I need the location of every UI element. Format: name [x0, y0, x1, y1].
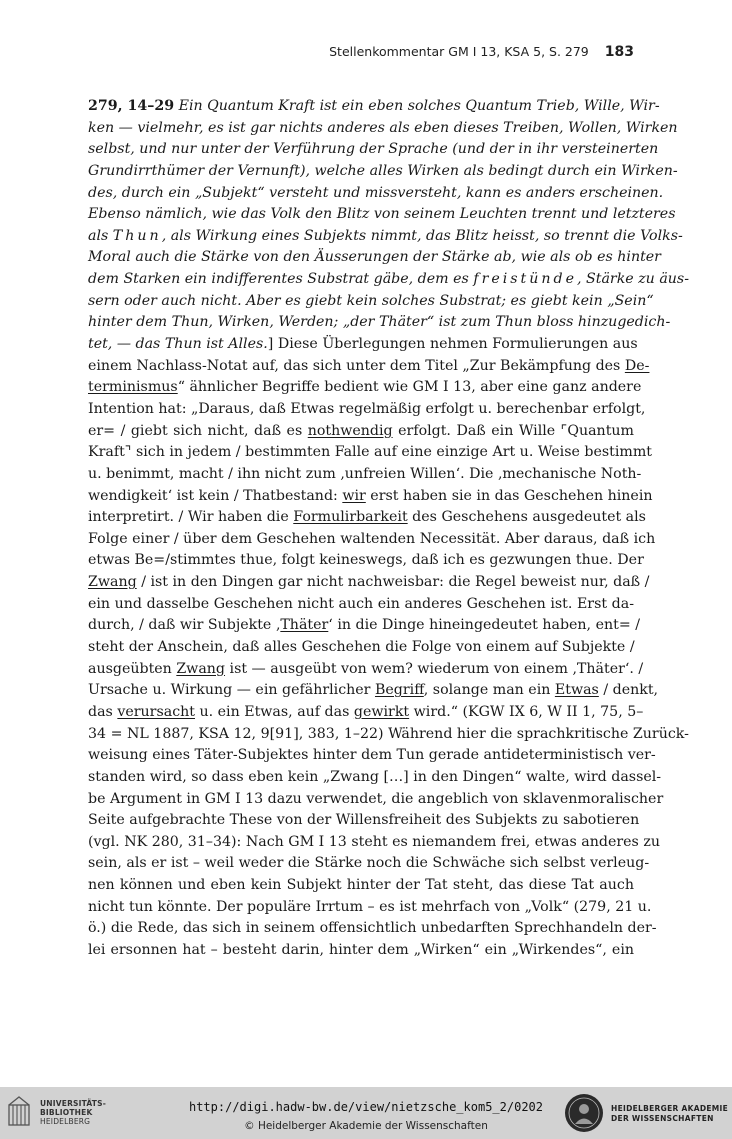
text-run: Folge einer / über dem Geschehen waltenden Necessität. Aber daraus, daß ich [88, 530, 656, 547]
running-header [88, 44, 634, 60]
text-run: erst haben sie in das Geschehen hinein [365, 487, 653, 504]
text-run: Begriff [374, 682, 424, 699]
text-line [88, 204, 676, 226]
text-run: , solange man ein [423, 682, 555, 699]
text-line [88, 897, 652, 919]
text-line [88, 853, 650, 875]
page-number: 183 [604, 44, 634, 60]
text-run: (vgl. NK 280, 31–34): Nach GM I 13 steht es niemandem frei, etwas anderes zu [88, 833, 660, 850]
text-line [88, 226, 683, 248]
text-run: wird.“ (KGW IX 6, W II 1, 75, 5– [409, 703, 644, 720]
academy-seal-icon [564, 1093, 604, 1133]
text-line [88, 572, 650, 594]
text-line [88, 810, 640, 832]
text-run: Ein Quantum Kraft ist ein eben solches Quantum Trieb, Wille, Wir- [174, 98, 660, 114]
text-run: Ebenso nämlich, wie das Volk den Blitz von seinem Leuchten trennt und letzteres [88, 206, 676, 223]
text-run: steht der Anschein, daß alles Geschehen die Folge von einem auf Subjekte / [88, 639, 635, 656]
text-line [88, 312, 671, 334]
text-line [88, 507, 646, 529]
text-line [88, 291, 654, 313]
text-line [88, 269, 689, 291]
text-run: 34 = NL 1887, KSA 12, 9[91], 383, 1–22) Während hier die sprachkritische Zurück- [88, 725, 689, 742]
text-line [88, 486, 653, 508]
text-run: das [88, 703, 118, 720]
text-run: “ ähnlicher Begriffe bedient wie GM I 13, aber eine ganz andere [177, 379, 642, 396]
text-run: / ist in den Dingen gar nicht nachweisbar: die Regel beweist nur, daß / [136, 574, 650, 591]
text-run: Etwas [554, 682, 599, 699]
text-line [88, 377, 642, 399]
library-line-3: HEIDELBERG [40, 1117, 91, 1126]
text-run: ein und dasselbe Geschehen nicht auch ein anderes Geschehen ist. Erst da- [88, 595, 634, 612]
academy-line-2: DER WISSENSCHAFTEN [611, 1114, 714, 1123]
text-run: , als Wirkung eines Subjekts nimmt, das Blitz heisst, so trennt die Volks- [161, 227, 683, 244]
text-run: standen wird, so dass eben kein „Zwang […] in den Dingen“ walte, wird dassel- [88, 768, 662, 785]
text-run: Formulirbarkeit [293, 509, 408, 526]
source-url[interactable]: http://digi.hadw-bw.de/view/nietzsche_kom5_2/0202 [188, 1100, 543, 1114]
text-run: Kraft⌝ sich in jedem / bestimmten Falle auf eine einzige Art u. Weise bestimmt [88, 444, 652, 461]
text-line [88, 680, 659, 702]
text-run: ] Diese Überlegungen nehmen Formulierungen aus [267, 336, 638, 353]
text-run: ö.) die Rede, das sich in seinem offensichtlich unbedarften Sprechhandeln der- [88, 920, 657, 937]
text-run: freistünde [473, 271, 578, 288]
text-run: erfolgt. Daß ein Wille ⌜Quantum [392, 422, 634, 439]
text-line [88, 745, 656, 767]
copyright-notice: © Heidelberger Akademie der Wissenschaften [244, 1120, 488, 1132]
text-run: tet, — das Thun ist Alles. [88, 336, 268, 353]
text-run: sein, als er ist – weil weder die Stärke noch die Schwäche sich selbst verleug- [88, 855, 650, 872]
text-run: terminismus [88, 379, 178, 396]
text-run: durch, / daß wir Subjekte ‚ [88, 617, 281, 634]
library-line-2: BIBLIOTHEK [40, 1108, 93, 1117]
running-title: Stellenkommentar GM I 13, KSA 5, S. 279 [329, 44, 589, 59]
text-run: , Stärke zu äus- [577, 271, 689, 288]
text-line [88, 940, 634, 962]
text-run: dem Starken ein indifferentes Substrat gäbe, dem es [88, 271, 474, 288]
text-run: selbst, und nur unter der Verführung der Sprache (und der in ihr versteinerten [88, 141, 659, 158]
text-run: ken — vielmehr, es ist gar nichts anderes als eben dieses Treiben, Wollen, Wirken [88, 119, 678, 136]
text-run: be Argument in GM I 13 dazu verwendet, die angeblich von sklavenmoralischer [88, 790, 664, 807]
text-line [88, 832, 660, 854]
text-line [88, 421, 634, 443]
text-line [88, 399, 646, 421]
text-run: Grundirrthümer der Vernunft), welche alles Wirken als bedingt durch ein Wirken- [88, 162, 678, 179]
text-run: nen können und eben kein Subjekt hinter der Tat steht, das diese Tat auch [88, 877, 634, 894]
footer-bar [0, 1087, 732, 1139]
text-run: nothwendig [307, 422, 393, 439]
commentary-text [88, 96, 689, 962]
text-line [88, 96, 660, 118]
text-run: gewirkt [353, 703, 410, 720]
text-run: ist — ausgeübt von wem? wiederum von einem ‚Thäter‘. / [225, 660, 644, 677]
academy-line-1: HEIDELBERGER AKADEMIE [611, 1104, 729, 1113]
text-run: wir [342, 487, 366, 504]
text-run: verursacht [117, 703, 195, 720]
text-run: / denkt, [598, 682, 659, 699]
text-line [88, 247, 661, 269]
text-run: Zwang [176, 660, 226, 677]
text-run: lei ersonnen hat – besteht darin, hinter dem „Wirken“ ein „Wirkendes“, ein [88, 941, 634, 958]
text-line [88, 659, 644, 681]
text-run: er= / giebt sich nicht, daß es [88, 422, 308, 439]
text-line [88, 529, 656, 551]
text-line [88, 918, 657, 940]
text-run: interpretirt. / Wir haben die [88, 509, 294, 526]
text-run: De- [624, 357, 650, 374]
text-run: nicht tun könnte. Der populäre Irrtum – es ist mehrfach von „Volk“ (279, 21 u. [88, 898, 652, 915]
text-line [88, 702, 644, 724]
text-run: u. benimmt, macht / ihn nicht zum ‚unfreien Willen‘. Die ‚mechanische Noth- [88, 465, 642, 482]
text-run: u. ein Etwas, auf das [194, 703, 354, 720]
text-run: des Geschehens ausgedeutet als [407, 509, 646, 526]
text-run: Zwang [88, 574, 137, 591]
text-run: hinter dem Thun, Wirken, Werden; „der Thäter“ ist zum Thun bloss hinzugedich- [88, 314, 671, 331]
text-run: Thun [112, 227, 162, 244]
text-run: ‘ in die Dinge hineingedeutet haben, ent= / [328, 617, 640, 634]
text-run: 279, 14–29 [88, 98, 175, 114]
text-run: ausgeübten [88, 660, 177, 677]
text-line [88, 161, 678, 183]
text-run: weisung eines Täter-Subjektes hinter dem Tun gerade antideterministisch ver- [88, 747, 656, 764]
text-line [88, 139, 659, 161]
text-run: Seite aufgebrachte These von der Willensfreiheit des Subjekts zu sabotieren [88, 812, 640, 829]
text-line [88, 615, 640, 637]
text-line [88, 183, 664, 205]
text-line [88, 334, 638, 356]
text-line [88, 767, 662, 789]
text-line [88, 550, 644, 572]
text-line [88, 637, 634, 659]
text-line [88, 442, 652, 464]
text-line [88, 464, 642, 486]
academy-name [611, 1104, 728, 1124]
text-run: Thäter [280, 617, 329, 634]
text-run: sern oder auch nicht. Aber es giebt kein solches Substrat; es giebt kein „Sein“ [88, 292, 654, 309]
text-line [88, 724, 689, 746]
text-line [88, 118, 678, 140]
text-line [88, 875, 634, 897]
text-line [88, 594, 634, 616]
text-run: als [88, 227, 113, 244]
text-run: etwas Be=/stimmtes thue, folgt keineswegs, daß ich es gezwungen thue. Der [88, 552, 644, 569]
text-run: einem Nachlass-Notat auf, das sich unter dem Titel „Zur Bekämpfung des [88, 357, 625, 374]
text-run: des, durch ein „Subjekt“ versteht und missversteht, kann es anders erscheinen. [88, 184, 664, 201]
library-line-1: UNIVERSITÄTS- [40, 1099, 107, 1108]
text-run: Ursache u. Wirkung — ein gefährlicher [88, 682, 375, 699]
text-line [88, 789, 664, 811]
text-run: Moral auch die Stärke von den Äusserungen der Stärke ab, wie als ob es hinter [88, 249, 661, 266]
text-line [88, 356, 650, 378]
text-run: Intention hat: „Daraus, daß Etwas regelmäßig erfolgt u. berechenbar erfolgt, [88, 400, 646, 417]
text-run: wendigkeit‘ ist kein / Thatbestand: [88, 487, 343, 504]
